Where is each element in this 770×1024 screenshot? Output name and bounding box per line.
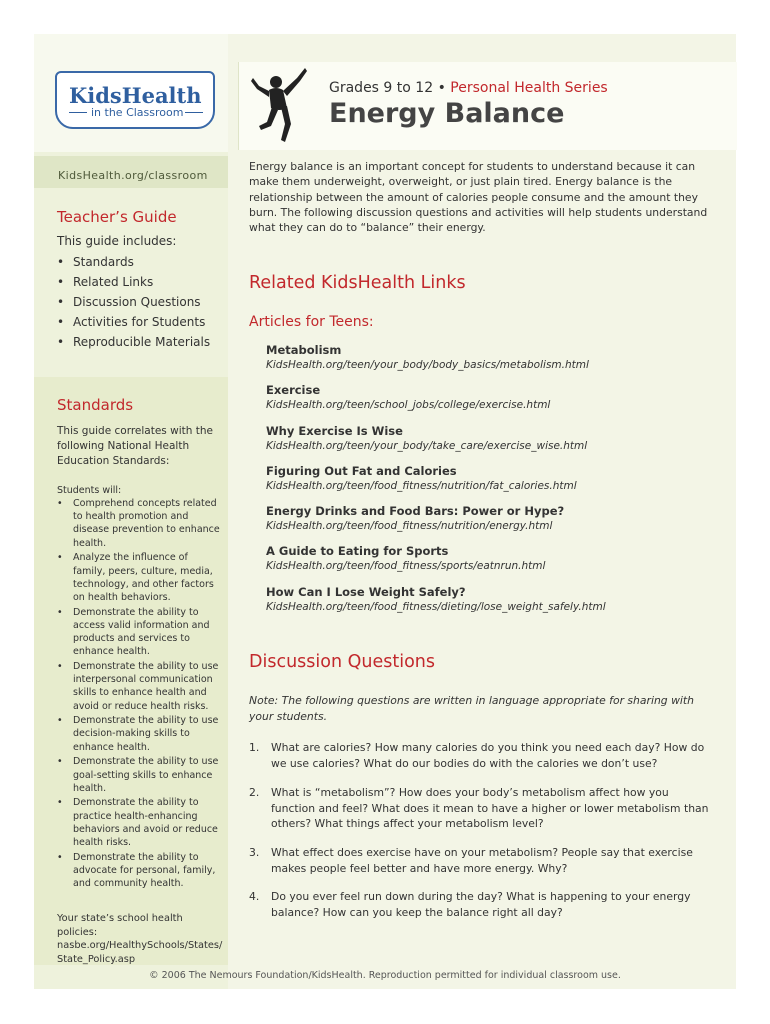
list-item [249,785,709,832]
question-text: What are calories? How many calories do you think you need each day? How do we use calories? What do our bodies do with the calories we don’t use? [271,741,705,770]
standards-text: This guide correlates with the following National Health Education Standards: [57,425,213,467]
students-will: Students will: [57,485,122,496]
question-number: 2. [249,786,260,800]
standards-list [57,497,221,890]
teachers-guide [57,208,217,352]
grades-line [329,80,608,96]
list-item[interactable] [266,585,706,625]
link-url[interactable]: KidsHealth.org/teen/food_fitness/nutrition/energy.html [266,520,553,533]
kidshealth-logo [55,71,215,129]
teachers-guide-heading: Teacher’s Guide [57,208,177,226]
standards [57,396,221,892]
list-item[interactable] [266,504,706,544]
list-item: • Standards [57,252,217,272]
list-item [249,889,709,920]
copyright: © 2006 The Nemours Foundation/KidsHealth. Reproduction permitted for individual classroom use. [149,970,621,981]
list-item: • Related Links [57,272,217,292]
bullet: • [437,80,446,96]
link-title[interactable]: A Guide to Eating for Sports [266,544,449,559]
related-links-heading: Related KidsHealth Links [249,273,466,293]
logo-area [34,34,228,152]
link-title[interactable]: Metabolism [266,343,342,357]
list-item: • Comprehend concepts related to health promotion and disease prevention to enhance health. [57,497,221,550]
list-item: • Demonstrate the ability to access valid information and products and services to enhance health. [57,606,221,659]
question-text: What is “metabolism”? How does your body’s metabolism affect how you function and feel? What does it mean to have a higher or lower metabolism than others? What things affect your metabolism level? [271,786,709,831]
link-title[interactable]: How Can I Lose Weight Safely? [266,584,466,599]
site-url-band [34,156,228,188]
page [34,34,736,989]
intro-paragraph: Energy balance is an important concept for students to understand because it can make them underweight, overweight, or just plain tired. Energy balance is the relationship between the amount of calories people consume and the amount they burn. The following discussion questions and activities will help students understand what they can do to “balance” their energy. [249,160,708,235]
list-item [249,845,709,876]
link-url[interactable]: KidsHealth.org/teen/food_fitness/nutrition/fat_calories.html [266,479,577,492]
list-item: • Demonstrate the ability to practice health-enhancing behaviors and avoid or reduce health risks. [57,796,221,849]
list-item[interactable] [266,544,706,584]
link-title[interactable]: Why Exercise Is Wise [266,423,403,438]
site-url: KidsHealth.org/classroom [58,169,208,182]
list-item: • Demonstrate the ability to use decision-making skills to enhance health. [57,714,221,754]
list-item: • Discussion Questions [57,292,217,312]
list-item[interactable] [266,383,706,423]
question-number: 1. [249,741,260,754]
list-item: • Reproducible Materials [57,332,217,352]
list-item: • Activities for Students [57,312,217,332]
runner-icon [249,64,309,146]
page-title: Energy Balance [329,98,565,129]
state-policy-note: Your state’s school health policies: nasbe.org/HealthySchools/States/ State_Policy.asp [57,913,223,965]
list-item [249,740,709,771]
list-item: • Demonstrate the ability to use goal-setting skills to enhance health. [57,755,221,795]
link-title[interactable]: Energy Drinks and Food Bars: Power or Hype? [266,504,565,519]
logo-main-text: KidsHealth [69,83,202,108]
discussion-heading: Discussion Questions [249,652,436,672]
list-item: • Demonstrate the ability to use interpersonal communication skills to enhance health and avoid or reduce health risks. [57,660,221,713]
list-item: • Demonstrate the ability to advocate for personal, family, and community health. [57,851,221,891]
list-item[interactable] [266,343,706,383]
link-title[interactable]: Figuring Out Fat and Calories [266,463,457,478]
list-item[interactable] [266,464,706,504]
question-number: 4. [249,890,260,904]
question-text: Do you ever feel run down during the day? What is happening to your energy balance? How can you keep the balance right all day? [271,890,691,919]
link-url[interactable]: KidsHealth.org/teen/food_fitness/dieting/lose_weight_safely.html [266,600,606,613]
list-item: • Analyze the influence of family, peers, culture, media, technology, and other factors on health behaviors. [57,551,221,604]
link-title[interactable]: Exercise [266,383,321,398]
articles-for-teens-heading: Articles for Teens: [249,314,374,330]
link-url[interactable]: KidsHealth.org/teen/your_body/body_basics/metabolism.html [266,359,589,371]
question-text: What effect does exercise have on your metabolism? People say that exercise makes people feel better and have more energy. Why? [271,845,693,875]
related-links-list [266,343,706,625]
standards-heading: Standards [57,396,134,414]
series-name: Personal Health Series [450,80,608,96]
question-number: 3. [249,845,260,859]
discussion-questions [249,740,709,920]
link-url[interactable]: KidsHealth.org/teen/school_jobs/college/exercise.html [266,399,551,412]
discussion-note: Note: The following questions are written in language appropriate for sharing with your students. [249,694,694,723]
link-url[interactable]: KidsHealth.org/teen/food_fitness/sports/eatnrun.html [266,560,546,573]
list-item[interactable] [266,424,706,464]
grades: Grades 9 to 12 [329,80,434,96]
link-url[interactable]: KidsHealth.org/teen/your_body/take_care/exercise_wise.html [266,439,588,452]
teachers-guide-intro: This guide includes: [57,234,177,248]
teachers-guide-list [57,252,217,352]
logo-sub-text: in the Classroom [91,106,184,119]
